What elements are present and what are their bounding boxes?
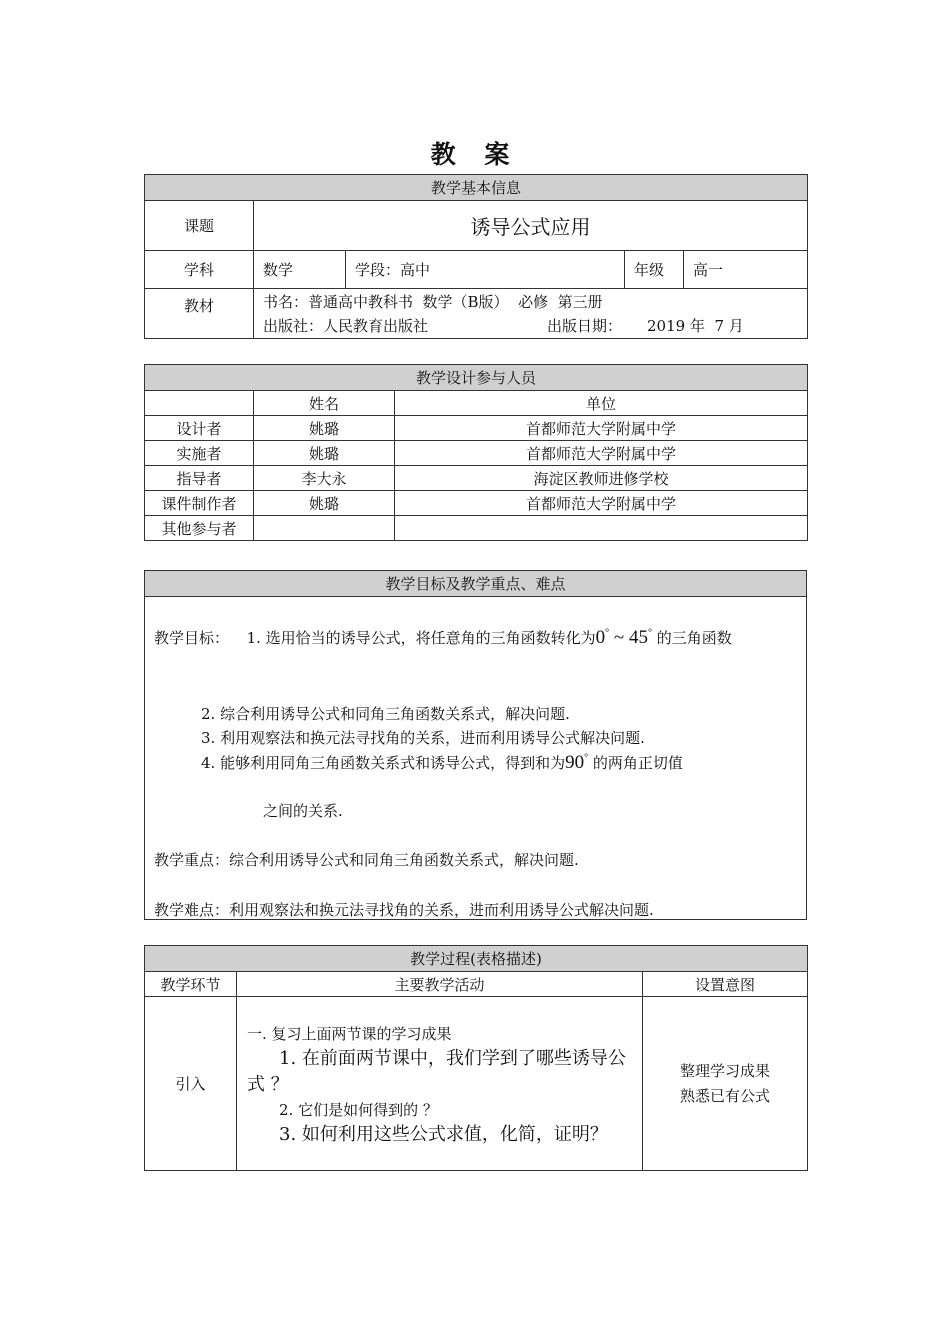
stage-cell: 引入 xyxy=(145,997,237,1171)
table-row xyxy=(145,441,808,466)
subject-value: 数学 xyxy=(254,251,346,289)
process-header: 教学过程(表格描述) xyxy=(145,946,808,972)
page-title: 教 案 xyxy=(430,140,520,169)
blank-cell xyxy=(145,391,254,416)
stage-value: 学段：高中 xyxy=(346,251,625,289)
basic-info-header: 教学基本信息 xyxy=(145,175,808,201)
objectives-body xyxy=(145,597,807,920)
publisher: 出版社：人民教育出版社 xyxy=(263,316,429,335)
grade-value: 高一 xyxy=(684,251,808,289)
participants-header: 教学设计参与人员 xyxy=(145,365,808,391)
goal-2: 2. 综合利用诱导公式和同角三角函数关系式，解决问题. xyxy=(201,705,570,723)
unit-cell: 首都师范大学附属中学 xyxy=(395,416,808,441)
table-row xyxy=(145,466,808,491)
goal-4-suffix: 的两角正切值 xyxy=(592,754,683,772)
angle-start: 0 xyxy=(595,627,606,648)
objectives-header: 教学目标及教学重点、难点 xyxy=(145,571,807,597)
process-table xyxy=(144,945,808,1171)
activity-cell xyxy=(237,997,643,1171)
objectives-table xyxy=(144,570,807,920)
difficulty: 教学难点：利用观察法和换元法寻找角的关系，进而利用诱导公式解决问题. xyxy=(154,901,654,919)
role-cell: 设计者 xyxy=(145,416,254,441)
angle-sum: 90° xyxy=(565,752,589,773)
goal-4-text: 4. 能够利用同角三角函数关系式和诱导公式，得到和为 xyxy=(201,754,566,772)
activity-q2: 2. 它们是如何得到的 ？ xyxy=(279,1101,438,1119)
goal-4 xyxy=(201,752,683,774)
table-row xyxy=(145,491,808,516)
topic-label: 课题 xyxy=(145,201,254,251)
unit-cell: 首都师范大学附属中学 xyxy=(395,441,808,466)
goal-3: 3. 利用观察法和换元法寻找角的关系，进而利用诱导公式解决问题. xyxy=(201,729,645,747)
goal-1-text: 1. 选用恰当的诱导公式，将任意角的三角函数转化为 xyxy=(246,629,596,647)
angle-end: 45 xyxy=(628,627,648,648)
activity-q3: 3. 如何利用这些公式求值，化简，证明？ xyxy=(279,1124,608,1145)
table-row xyxy=(145,516,808,541)
role-cell: 其他参与者 xyxy=(145,516,254,541)
role-cell: 指导者 xyxy=(145,466,254,491)
goal-1-suffix: 的三角函数 xyxy=(656,629,732,647)
role-cell: 实施者 xyxy=(145,441,254,466)
basic-info-table xyxy=(144,174,808,339)
book-name: 书名：普通高中教科书 数学（B版） 必修 第三册 xyxy=(263,292,603,311)
purpose-line-1: 整理学习成果 xyxy=(680,1061,771,1080)
activity-title: 一. 复习上面两节课的学习成果 xyxy=(247,1025,452,1043)
goal-1 xyxy=(247,629,732,647)
subject-label: 学科 xyxy=(145,251,254,289)
unit-cell: 海淀区教师进修学校 xyxy=(395,466,808,491)
unit-cell xyxy=(395,516,808,541)
activity-q1: 1. 在前面两节课中，我们学到了哪些诱导公式 ？ xyxy=(247,1048,626,1095)
topic-value: 诱导公式应用 xyxy=(254,201,808,251)
grade-label: 年级 xyxy=(625,251,684,289)
unit-cell: 首都师范大学附属中学 xyxy=(395,491,808,516)
name-cell: 姚璐 xyxy=(254,441,395,466)
pub-date-label: 出版日期： xyxy=(547,316,623,335)
angle-sum-value: 90 xyxy=(565,752,585,773)
textbook-info xyxy=(254,289,808,339)
angle-range: 0° ~ 45° xyxy=(595,627,652,648)
textbook-label: 教材 xyxy=(145,289,254,339)
goal-label: 教学目标： xyxy=(154,629,230,647)
name-cell xyxy=(254,516,395,541)
col-unit: 单位 xyxy=(395,391,808,416)
table-row xyxy=(145,416,808,441)
name-cell: 姚璐 xyxy=(254,491,395,516)
participants-table xyxy=(144,364,808,541)
col-name: 姓名 xyxy=(254,391,395,416)
goal-4-continued: 之间的关系. xyxy=(263,802,343,820)
col-activity: 主要教学活动 xyxy=(237,972,643,997)
purpose-cell xyxy=(643,997,808,1171)
pub-date-value: 2019 年 7 月 xyxy=(647,316,744,335)
col-purpose: 设置意图 xyxy=(643,972,808,997)
key-point: 教学重点：综合利用诱导公式和同角三角函数关系式，解决问题. xyxy=(154,851,579,869)
range-tilde: ~ xyxy=(609,627,629,648)
name-cell: 李大永 xyxy=(254,466,395,491)
col-stage: 教学环节 xyxy=(145,972,237,997)
role-cell: 课件制作者 xyxy=(145,491,254,516)
purpose-line-2: 熟悉已有公式 xyxy=(680,1086,771,1105)
name-cell: 姚璐 xyxy=(254,416,395,441)
